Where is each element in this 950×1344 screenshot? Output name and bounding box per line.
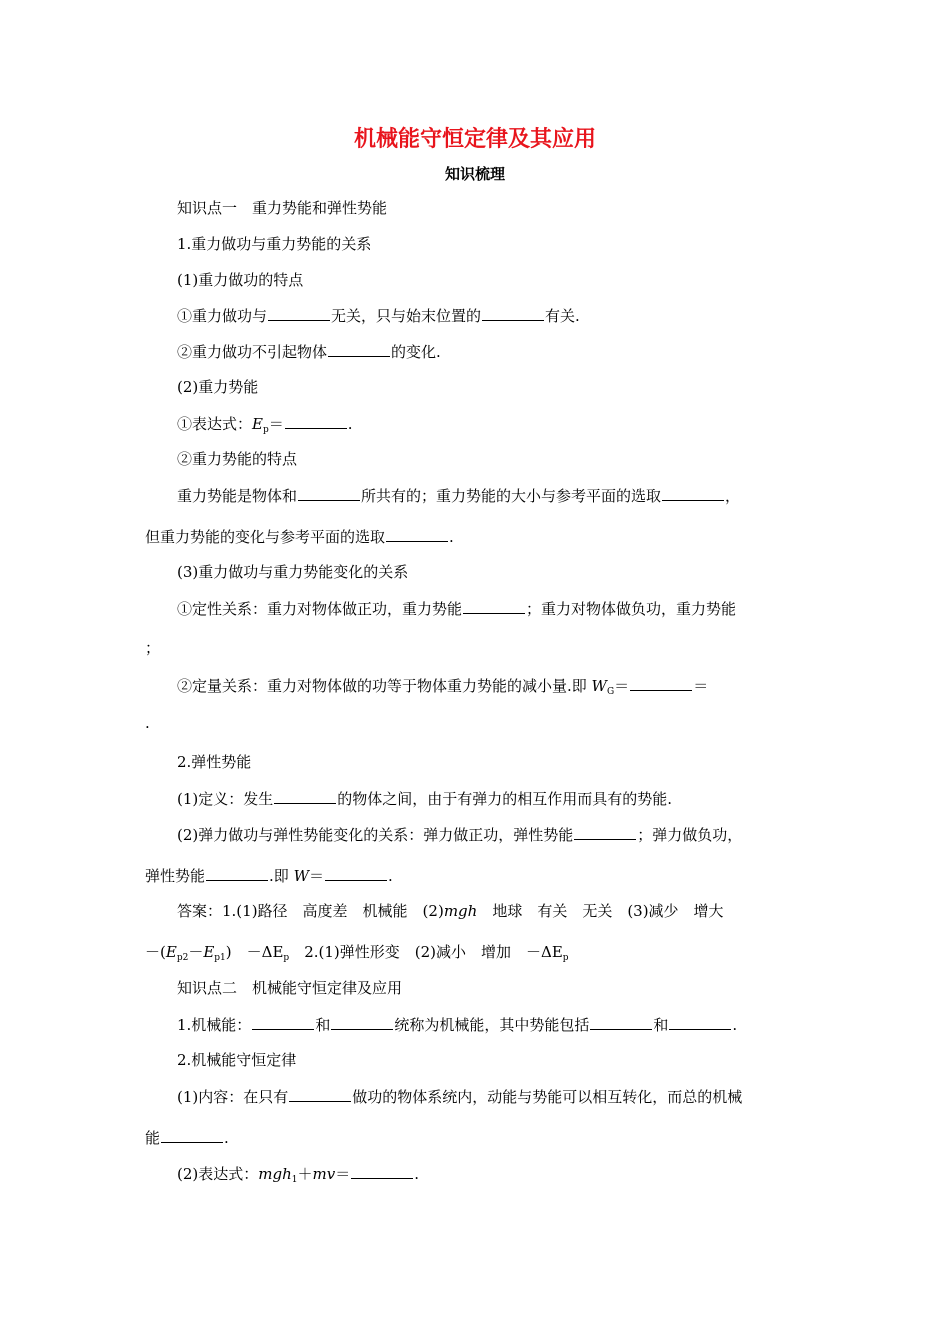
fill-blank[interactable] xyxy=(630,675,692,691)
fill-blank[interactable] xyxy=(331,1014,393,1030)
k1-s2: 2.弹性势能 xyxy=(177,753,252,771)
k1-s1b4: 但重力势能的变化与参考平面的选取 . xyxy=(145,528,454,546)
k1-s1b: (2)重力势能 xyxy=(177,378,259,396)
k1-s1c2-end: . xyxy=(145,714,150,732)
fill-blank[interactable] xyxy=(274,788,336,804)
k1-s1: 1.重力做功与重力势能的关系 xyxy=(177,235,372,253)
k1-s1a1: ①重力做功与 无关，只与始末位置的 有关. xyxy=(177,307,580,325)
k2-s2a: (1)内容：在只有 做功的物体系统内，动能与势能可以相互转化，而总的机械 xyxy=(177,1088,743,1106)
fill-blank[interactable] xyxy=(662,485,724,501)
fill-blank[interactable] xyxy=(669,1014,731,1030)
fill-blank[interactable] xyxy=(289,1086,351,1102)
k1-s1b2: ②重力势能的特点 xyxy=(177,450,298,468)
k2-s2b: 能 . xyxy=(145,1129,229,1147)
fill-blank[interactable] xyxy=(328,341,390,357)
k1-answer-line1: 答案：1.(1)路径 高度差 机械能 (2)mgh 地球 有关 无关 (3)减少 增大 xyxy=(177,902,724,920)
fill-blank[interactable] xyxy=(482,305,544,321)
k1-s1a2: ②重力做功不引起物体 的变化. xyxy=(177,343,441,361)
fill-blank[interactable] xyxy=(463,598,525,614)
fill-blank[interactable] xyxy=(285,413,347,429)
fill-blank[interactable] xyxy=(268,305,330,321)
k1-s1c: (3)重力做功与重力势能变化的关系 xyxy=(177,563,409,581)
k1-s1c2: ②定量关系：重力对物体做的功等于物体重力势能的减小量.即 $W_G=$ ＝ xyxy=(177,677,709,697)
k1-s2a: (1)定义：发生 的物体之间，由于有弹力的相互作用而具有的势能. xyxy=(177,790,673,808)
fill-blank[interactable] xyxy=(574,824,636,840)
k1-s1c1: ①定性关系：重力对物体做正功，重力势能 ；重力对物体做负功，重力势能 xyxy=(177,600,737,618)
fill-blank[interactable] xyxy=(298,485,360,501)
page-title: 机械能守恒定律及其应用 xyxy=(353,127,596,152)
fill-blank[interactable] xyxy=(325,865,387,881)
k1-s1b3: 重力势能是物体和 所共有的；重力势能的大小与参考平面的选取 ， xyxy=(177,487,741,505)
k1-answer-line2: $-(E_{p2}-E_{p1})$ $-\Delta E_p$ 2.(1)弹性形变 (2)减小 增加 $-\Delta E_p$ xyxy=(145,943,569,963)
k2-s2c: (2)表达式：mgh$_1$＋mv＝ . xyxy=(177,1165,419,1185)
section-subtitle: 知识梳理 xyxy=(444,165,505,183)
k2-s1: 1.机械能： 和 统称为机械能，其中势能包括 和 . xyxy=(177,1016,738,1034)
fill-blank[interactable] xyxy=(206,865,268,881)
k1-s1c1-end: ； xyxy=(145,639,161,657)
fill-blank[interactable] xyxy=(386,526,448,542)
k1-s1b1: ①表达式：$E_p=$ . xyxy=(177,415,353,435)
k1-heading: 知识点一 重力势能和弹性势能 xyxy=(177,199,388,217)
k2-s2: 2.机械能守恒定律 xyxy=(177,1051,297,1069)
k2-heading: 知识点二 机械能守恒定律及应用 xyxy=(177,979,403,997)
fill-blank[interactable] xyxy=(161,1127,223,1143)
fill-blank[interactable] xyxy=(590,1014,652,1030)
k1-s2c: 弹性势能 .即 W＝ . xyxy=(145,867,393,885)
fill-blank[interactable] xyxy=(351,1163,413,1179)
fill-blank[interactable] xyxy=(252,1014,314,1030)
k1-s1a: (1)重力做功的特点 xyxy=(177,271,304,289)
k1-s2b: (2)弹力做功与弹性势能变化的关系：弹力做正功，弹性势能 ；弹力做负功， xyxy=(177,826,743,844)
